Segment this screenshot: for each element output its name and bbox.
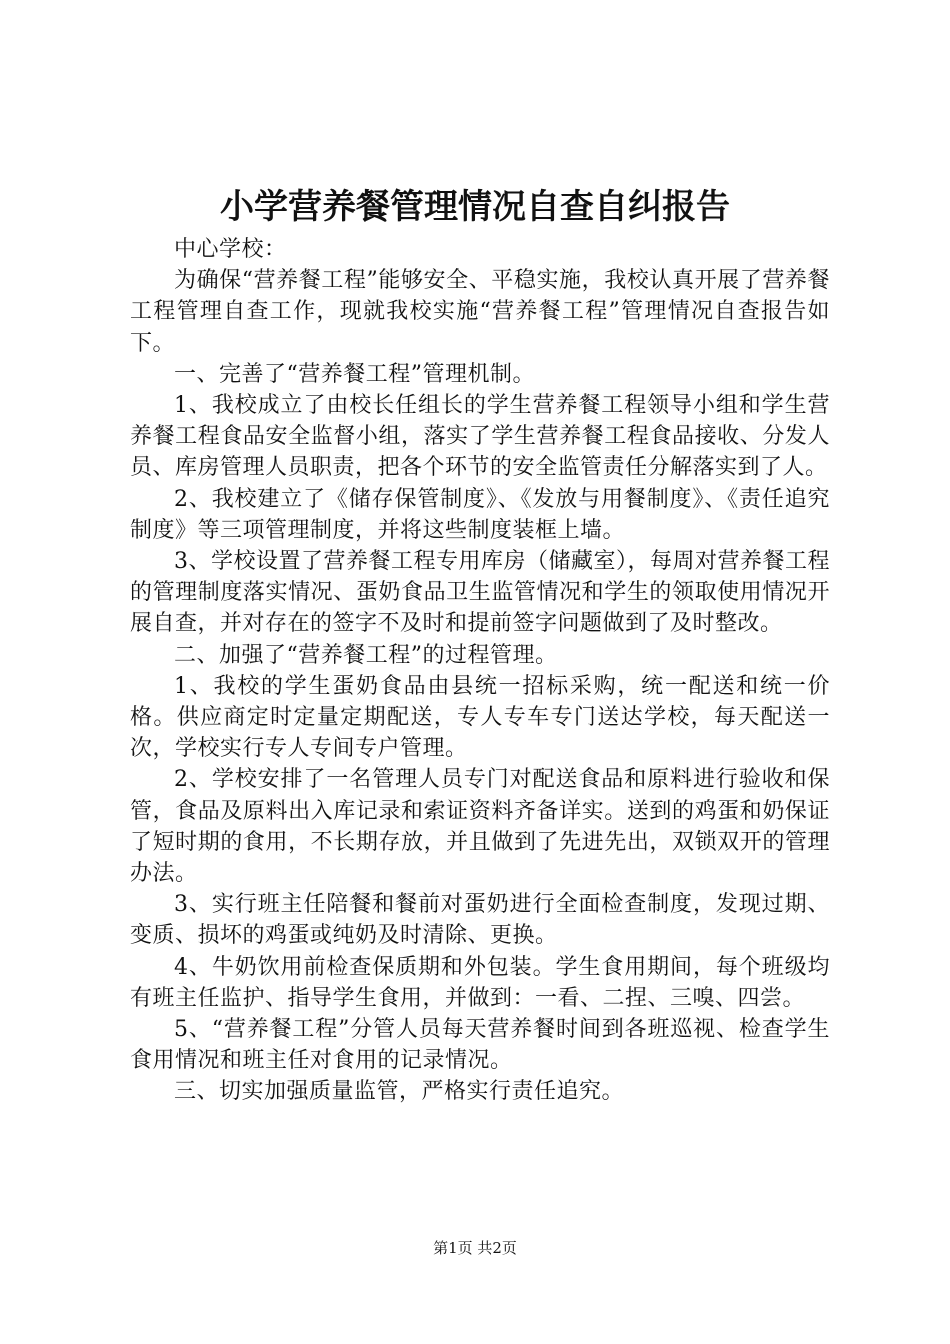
paragraph-1-1: 1、我校成立了由校长任组长的学生营养餐工程领导小组和学生营养餐工程食品安全监督小组，落实了学生营养餐工程食品接收、分发人员、库房管理人员职责，把各个环节的安全监管责任分解落实到了人。 <box>130 393 830 481</box>
paragraph-1-3: 3、学校设置了营养餐工程专用库房（储藏室），每周对营养餐工程的管理制度落实情况、蛋奶食品卫生监管情况和学生的领取使用情况开展自查，并对存在的签字不及时和提前签字问题做到了及时整改。 <box>130 549 830 637</box>
salutation: 中心学校： <box>174 237 287 262</box>
document-title: 小学营养餐管理情况自查自纠报告 <box>220 187 730 227</box>
paragraph-2-4: 4、牛奶饮用前检查保质期和外包装。学生食用期间，每个班级均有班主任监护、指导学生食用，并做到：一看、二捏、三嗅、四尝。 <box>130 954 830 1011</box>
paragraph-2-5: 5、“营养餐工程”分管人员每天营养餐时间到各班巡视、检查学生食用情况和班主任对食用的记录情况。 <box>130 1017 830 1074</box>
intro-paragraph: 为确保“营养餐工程”能够安全、平稳实施，我校认真开展了营养餐工程管理自查工作，现就我校实施“营养餐工程”管理情况自查报告如下。 <box>130 268 830 356</box>
page-number: 第1页 共2页 <box>433 1239 517 1257</box>
paragraph-1-2: 2、我校建立了《储存保管制度》、《发放与用餐制度》、《责任追究制度》等三项管理制度，并将这些制度装框上墙。 <box>130 486 830 543</box>
document-body <box>130 234 830 1108</box>
section-heading-3: 三、切实加强质量监管，严格实行责任追究。 <box>174 1079 625 1105</box>
paragraph-2-1: 1、我校的学生蛋奶食品由县统一招标采购，统一配送和统一价格。供应商定时定量定期配送，专人专车专门送达学校，每天配送一次，学校实行专人专间专户管理。 <box>130 673 830 762</box>
section-heading-2: 二、加强了“营养餐工程”的过程管理。 <box>174 642 558 668</box>
paragraph-2-2: 2、学校安排了一名管理人员专门对配送食品和原料进行验收和保管，食品及原料出入库记录和索证资料齐备详实。送到的鸡蛋和奶保证了短时期的食用，不长期存放，并且做到了先进先出，双锁双开的管理办法。 <box>130 767 830 887</box>
section-heading-1: 一、完善了“营养餐工程”管理机制。 <box>174 361 535 387</box>
paragraph-2-3: 3、实行班主任陪餐和餐前对蛋奶进行全面检查制度，发现过期、变质、损坏的鸡蛋或纯奶及时清除、更换。 <box>130 892 830 949</box>
